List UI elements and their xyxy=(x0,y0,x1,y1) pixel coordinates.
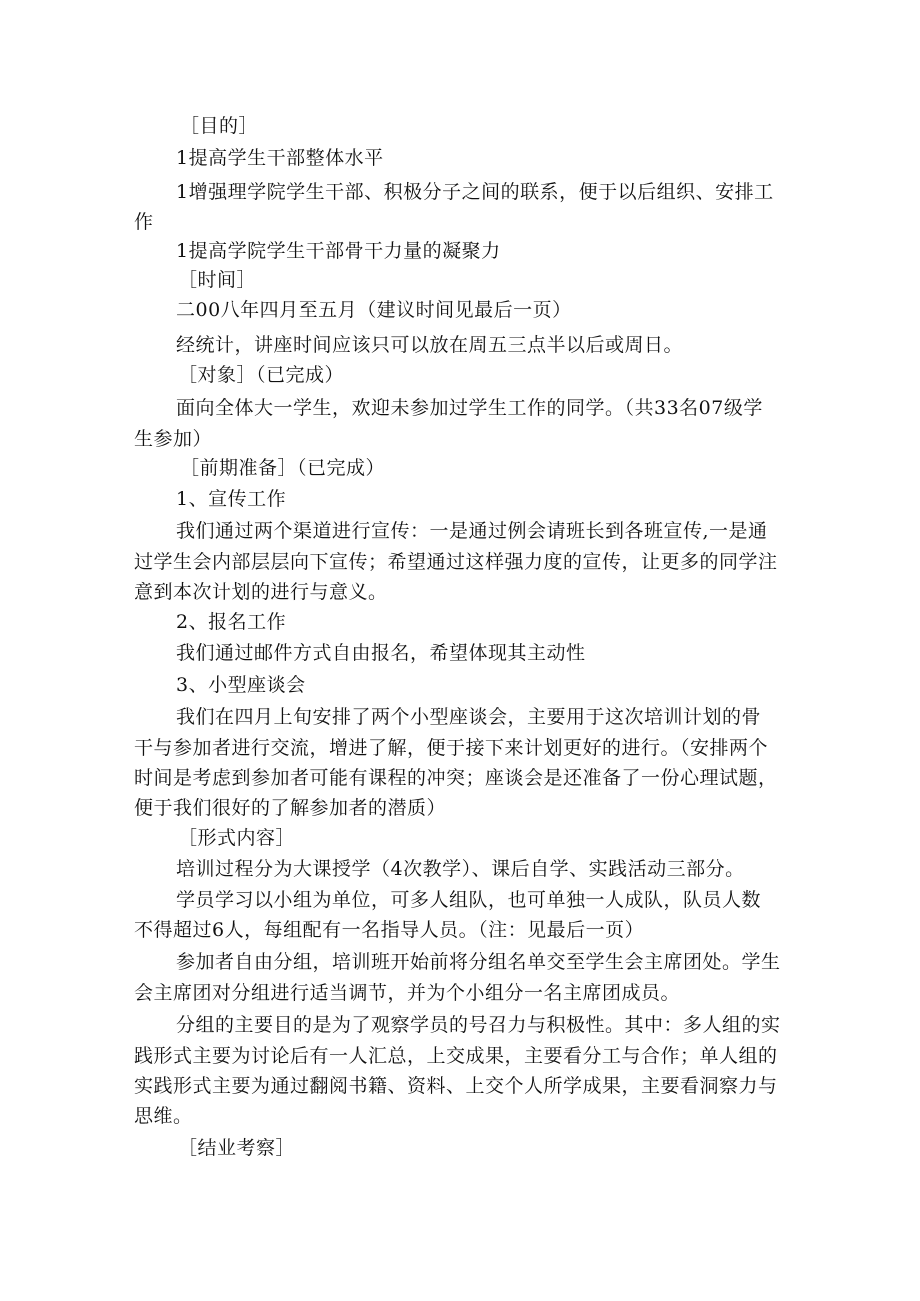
heading-time: ［时间］ xyxy=(178,269,257,291)
paragraph-line: 1提高学生干部整体水平 xyxy=(176,147,384,169)
paragraph-line: 实践形式主要为通过翻阅书籍、资料、上交个人所学成果，主要看洞察力与 xyxy=(134,1075,778,1097)
paragraph-line: 1增强理学院学生干部、积极分子之间的联系，便于以后组织、安排工 xyxy=(176,181,774,203)
heading-purpose: ［目的］ xyxy=(180,115,259,137)
heading-preparation: ［前期准备］（已完成） xyxy=(180,457,386,479)
paragraph-line: 培训过程分为大课授学（4次教学）、课后自学、实践活动三部分。 xyxy=(176,858,745,880)
paragraph-line: 我们通过邮件方式自由报名，希望体现其主动性 xyxy=(176,642,586,664)
paragraph-line: 干与参加者进行交流，增进了解，便于接下来计划更好的进行。（安排两个 xyxy=(134,737,769,759)
subheading-line: 3、小型座谈会 xyxy=(176,674,306,696)
heading-completion: ［结业考察］ xyxy=(178,1137,296,1159)
paragraph-line: 意到本次计划的进行与意义。 xyxy=(134,581,388,603)
paragraph-line: 我们在四月上旬安排了两个小型座谈会，主要用于这次培训计划的骨 xyxy=(176,706,762,728)
paragraph-line: 分组的主要目的是为了观察学员的号召力与积极性。其中：多人组的实 xyxy=(176,1014,781,1036)
paragraph-line: 学员学习以小组为单位，可多人组队，也可单独一人成队，队员人数 xyxy=(176,889,762,911)
subheading-line: 1、宣传工作 xyxy=(176,488,287,510)
paragraph-line: 二00八年四月至五月（建议时间见最后一页） xyxy=(176,299,572,321)
paragraph-line: 会主席团对分组进行适当调节，并为个小组分一名主席团成员。 xyxy=(134,982,681,1004)
heading-target: ［对象］（已完成） xyxy=(178,364,345,386)
paragraph-line: 便于我们很好的了解参加者的潜质） xyxy=(134,797,447,819)
paragraph-line: 1提高学院学生干部骨干力量的凝聚力 xyxy=(176,240,501,262)
paragraph-line: 思维。 xyxy=(134,1105,193,1127)
paragraph-line: 经统计，讲座时间应该只可以放在周五三点半以后或周日。 xyxy=(176,334,684,356)
heading-format: ［形式内容］ xyxy=(178,827,296,849)
paragraph-line: 参加者自由分组，培训班开始前将分组名单交至学生会主席团处。学生 xyxy=(176,951,781,973)
paragraph-line: 过学生会内部层层向下宣传；希望通过这样强力度的宣传，让更多的同学注 xyxy=(134,551,778,573)
subheading-line: 2、报名工作 xyxy=(176,611,287,633)
paragraph-line: 践形式主要为讨论后有一人汇总，上交成果，主要看分工与合作；单人组的 xyxy=(134,1045,778,1067)
paragraph-line: 时间是考虑到参加者可能有课程的冲突；座谈会是还准备了一份心理试题， xyxy=(134,767,778,789)
paragraph-line: 作 xyxy=(134,211,154,233)
paragraph-line: 面向全体大一学生，欢迎未参加过学生工作的同学。（共33名07级学 xyxy=(176,397,763,419)
paragraph-line: 我们通过两个渠道进行宣传：一是通过例会请班长到各班宣传,一是通 xyxy=(176,520,768,542)
paragraph-line: 不得超过6人，每组配有一名指导人员。（注：见最后一页） xyxy=(134,919,645,941)
paragraph-line: 生参加） xyxy=(134,428,213,450)
